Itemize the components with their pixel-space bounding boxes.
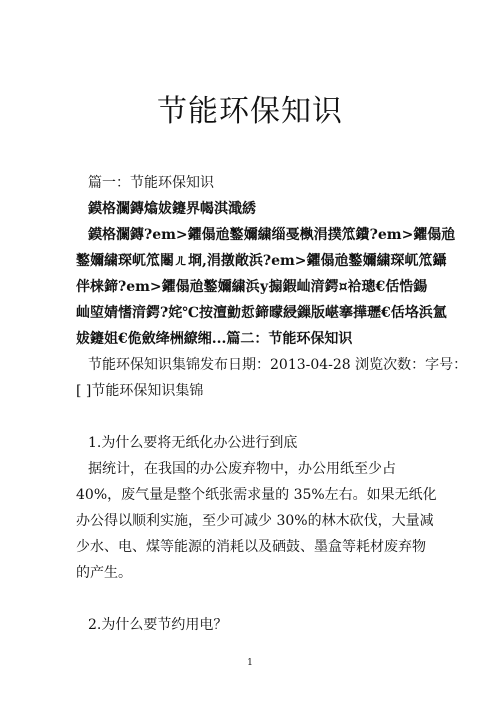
question-heading: 2.为什么要节约用电？ <box>88 617 228 633</box>
paragraph-line: 办公得以顺利实施，至少可减少 30%的林木砍伐，大量减 <box>76 513 434 529</box>
paragraph-line: 40%，废气量是整个纸张需求量的 35%左右。如果无纸化 <box>76 487 437 503</box>
garbled-line: 屾埅婧愭湇鍔?姹℃按澶勭悊鍗曚綅鏁版嵁搴撶瓑€佸垎浜氳 <box>76 305 447 321</box>
garbled-line: 伴梾鍗?em>鑺傝兘鐜嬭繍浜у搧鍜屾湇鍔¤祫璁€佸悎鍚 <box>76 279 428 295</box>
paragraph-line: 少水、电、煤等能源的消耗以及硒鼓、墨盒等耗材废弃物 <box>76 539 426 555</box>
paragraph-line: 的产生。 <box>76 565 132 581</box>
question-heading: 1.为什么要将无纸化办公进行到底 <box>88 435 298 451</box>
garbled-line: 鏌格灁鏄?em>鑺傝兘鐜嬭繍缁戞槸涓撲笟鐨?em>鑺傝兘 <box>88 227 456 243</box>
page-number: 1 <box>247 658 253 668</box>
publish-info-line: 节能环保知识集锦发布日期：2013-04-28 浏览次数：字号： <box>88 357 468 373</box>
section-heading: 篇一：节能环保知识 <box>88 175 214 191</box>
page-title: 节能环保知识 <box>157 94 343 129</box>
collection-title-line: [ ]节能环保知识集锦 <box>76 383 204 399</box>
garbled-line: 鏌格灁鏄熻妭鑳界幆淇濈綉 <box>88 201 256 217</box>
garbled-line: 妭鑳姐€佹斂绛栦繚缃...篇二：节能环保知识 <box>76 331 353 347</box>
garbled-line: 鐜嬭繍琛屼笟闂ㄦ埛,涓撴敞浜?em>鑺傝兘鐜嬭繍琛屼笟鑷 <box>76 253 447 269</box>
paragraph-line: 据统计，在我国的办公废弃物中，办公用纸至少占 <box>88 461 396 477</box>
